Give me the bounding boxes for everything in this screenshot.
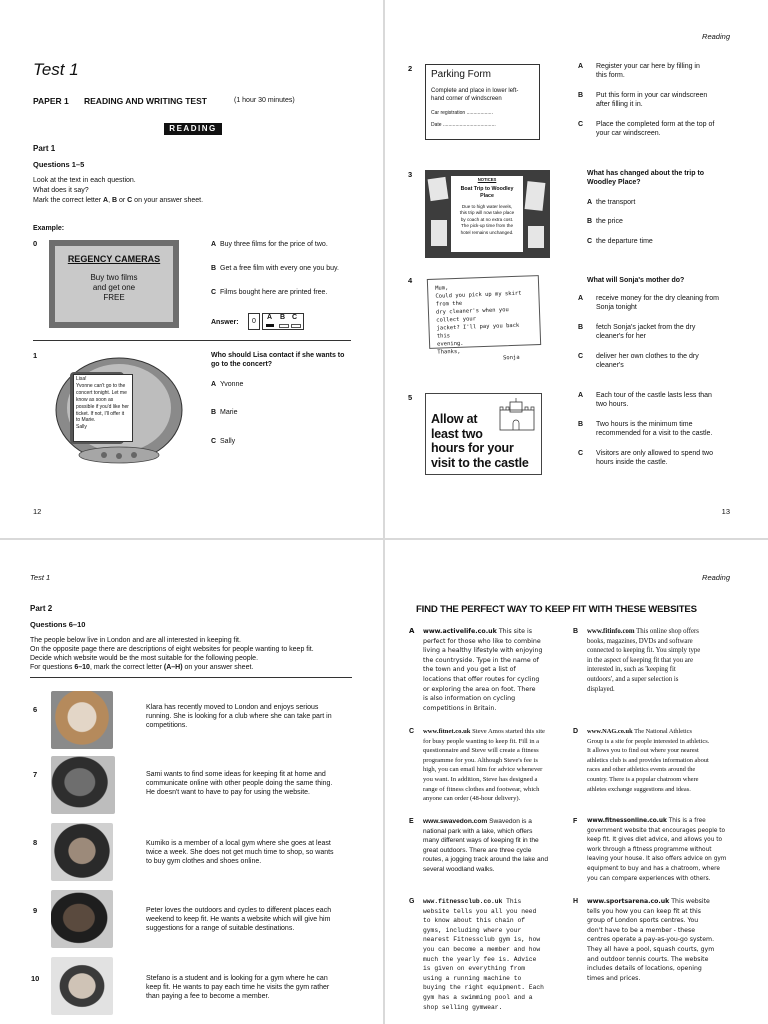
option-a: A Each tour of the castle lasts less than two hours. [578, 392, 712, 408]
part-heading: Part 1 [33, 144, 56, 153]
option-a: A Register your car here by filling in this form. [578, 63, 700, 79]
form-title: Parking Form [431, 69, 492, 80]
instruction-2: What does it say? [33, 187, 89, 194]
note-signature: Sonja [502, 354, 520, 362]
sign-text: Allow at least two hours for your visit to the castle [431, 412, 529, 470]
question-number: 3 [408, 170, 413, 179]
trip-notice [451, 176, 523, 252]
message-line: Yvonne can't go to the [76, 382, 126, 389]
option-b: B Marie [211, 409, 238, 416]
website-d: D www.NAG.co.uk The National Athletics Group is a site for people interested in athletics. It allows you to find out where your nearest athletics club is and provides information about races and other athletics events around the country. There is a popular chatroom where athletes exchange suggestions and ideas. [573, 728, 710, 793]
notice-body: Due to high water levels, this trip will now take place by coach at no extra cost. The pick-up time from the hotel remains unchanged. [459, 203, 515, 235]
page-12 [0, 0, 383, 538]
message-line: Sally [76, 424, 87, 431]
pinned-paper [525, 181, 546, 211]
intro-line: The people below live in London and are all interested in keeping fit. [30, 637, 241, 644]
form-instruction: Complete and place in lower left- hand corner of windscreen [431, 88, 519, 102]
part-heading: Part 2 [30, 604, 53, 613]
question-number: 0 [33, 239, 38, 248]
answer-letter: B [280, 314, 286, 321]
website-a: A www.activelife.co.uk This site is perfect for those who like to combine living a healthy lifestyle with enjoying the countryside. Type in the name of the town and you get a list of locations that offer routes for cycling or exploring the area on foot. There is also information on cycling competitions in Britain. [409, 627, 543, 712]
notice-board [425, 170, 550, 258]
message-line: ticket. If not, I'll offer it [76, 410, 125, 417]
question-text: What has changed about the trip to Woodley Place? [587, 170, 705, 186]
section-label: READING [164, 123, 222, 135]
person-number: 7 [33, 770, 38, 779]
mobile-phone [54, 352, 184, 467]
answer-number: 0 [248, 313, 260, 330]
photo-klara [51, 691, 113, 749]
message-line: know as soon as [76, 396, 114, 403]
person-description: Sami wants to find some ideas for keeping fit at home and communicate online with other people doing the same thing. He doesn't want to have to pay for using the website. [146, 771, 333, 796]
option-b: B Get a free film with every one you buy. [211, 265, 339, 272]
person-number: 9 [33, 906, 38, 915]
option-c: C the departure time [587, 238, 653, 245]
handwritten-note: Mum, Could you pick up my skirt from the dry cleaner's when you collect your jacket? I'll pay you back this evening. Thanks, Sonja [427, 275, 541, 349]
parking-form [425, 64, 540, 140]
website-f: F www.fitnessonline.co.uk This is a free government website that encourages people to keep fit. It gives diet advice, and allows you to work through a fitness programme without leaving your house. It also offers advice on gym equipment to buy and has a chatroom, where you can compare experiences with others. [573, 818, 727, 882]
answer-mark-empty [279, 324, 289, 328]
option-c: C Sally [211, 438, 236, 445]
option-a: A Buy three films for the price of two. [211, 241, 328, 248]
answer-letter: C [292, 314, 298, 321]
website-e: E www.swavedon.com Swavedon is a national park with a lake, which offers many different ways of keeping fit in the great outdoors. There are three cycle routes, a jogging track around the lake and several woodland walks. [409, 818, 548, 873]
form-field: Date ...................................... [431, 122, 496, 128]
paper-label: PAPER 1 [33, 96, 69, 106]
answer-mark-filled [266, 324, 274, 327]
pinned-paper [428, 177, 449, 201]
intro-line: On the opposite page there are descriptions of eight websites for people wanting to keep fit. [30, 646, 314, 653]
divider [33, 340, 351, 341]
page-14 [0, 540, 383, 1024]
page-number: 13 [721, 507, 730, 516]
photo-peter [51, 890, 113, 948]
person-number: 6 [33, 705, 38, 714]
person-description: Klara has recently moved to London and enjoys serious running. She is looking for a club where she can take part in competitions. [146, 704, 332, 729]
question-number: 4 [408, 276, 413, 285]
instruction-1: Look at the text in each question. [33, 177, 136, 184]
website-b: B www.fitinfo.com This online shop offers books, magazines, DVDs and software connected to keeping fit. You simply type in the aspect of keeping fit that you are interested in, such as 'keeping fit outdoors', and a super selection is displayed. [573, 628, 701, 693]
person-number: 10 [31, 974, 40, 983]
answer-label: Answer: [211, 319, 239, 326]
option-c: C Place the completed form at the top of your car windscreen. [578, 121, 715, 137]
person-description: Stefano is a student and is looking for a gym where he can keep fit. He wants to pay each time he visits the gym rather than paying a fee to become a member. [146, 975, 330, 1000]
question-text: What will Sonja's mother do? [587, 277, 685, 284]
option-c: C deliver her own clothes to the dry cleaner's [578, 353, 699, 369]
answer-grid [262, 313, 304, 330]
intro-line: Decide which website would be the most suitable for the following people. [30, 655, 259, 662]
option-a: A the transport [587, 199, 636, 206]
answer-mark-empty [291, 324, 301, 328]
website-c: C www.fitnet.co.uk Steve Amos started this site for busy people wanting to keep fit. Fill in a questionnaire and Steve will create a fitness programme for you. Although Steve's fee is high, you can email him for advice whenever you want. In addition, Steve has designed a range of fitness clothes and footwear, which anyone can order (48-hour delivery). [409, 728, 545, 803]
castle-sign [425, 393, 542, 475]
running-head: Reading [702, 32, 730, 41]
question-number: 5 [408, 393, 413, 402]
instruction-3: Mark the correct letter A, B or C on your answer sheet. [33, 197, 204, 204]
option-b: B the price [587, 218, 623, 225]
option-c: C Films bought here are printed free. [211, 289, 328, 296]
questions-heading: Questions 6–10 [30, 620, 86, 629]
page-number: 12 [33, 507, 42, 516]
notices-label: NOTICES [477, 177, 497, 182]
message-line: concert tonight. Let me [76, 389, 127, 396]
form-field: Car registration ................... [431, 110, 493, 116]
regency-cameras-sign [49, 240, 179, 328]
option-b: B Put this form in your car windscreen after filling it in. [578, 92, 708, 108]
page-15 [385, 540, 768, 1024]
divider [30, 677, 352, 678]
sign-title: REGENCY CAMERAS [67, 254, 161, 264]
duration: (1 hour 30 minutes) [234, 97, 295, 104]
answer-letter: A [267, 314, 273, 321]
question-number: 2 [408, 64, 413, 73]
pinned-paper [528, 226, 544, 248]
notice-title: Boat Trip to Woodley Place [460, 185, 514, 199]
option-b: B fetch Sonja's jacket from the dry cleaner's for her [578, 324, 696, 340]
sign-line: FREE [103, 293, 125, 302]
message-line: possible if you'd like her [76, 403, 129, 410]
paper-title: READING AND WRITING TEST [84, 96, 207, 106]
person-number: 8 [33, 838, 38, 847]
option-a: A receive money for the dry cleaning from Sonja tonight [578, 295, 719, 311]
intro-line: For questions 6–10, mark the correct letter (A–H) on your answer sheet. [30, 664, 254, 671]
sign-line: Buy two films [90, 273, 138, 282]
person-description: Kumiko is a member of a local gym where she goes at least twice a week. She does not get much time to shop, so wants to buy gym clothes and shoes online. [146, 840, 334, 865]
running-head: Test 1 [30, 573, 51, 582]
website-g: G www.fitnessclub.co.uk This website tells you all you need to know about this chain of gyms, including where your nearest Fitnessclub gym is, how you can become a member and how much the yearly fee is. Advice is given on everything from using a running machine to buying the right equipment. Each gym has a swimming pool and a shop selling gymwear. [409, 898, 544, 1011]
page-13 [385, 0, 768, 538]
message-line: Lisa! [76, 376, 87, 382]
person-description: Peter loves the outdoors and cycles to different places each weekend to keep fit. He wants a website which will give him suggestions for a range of suitable destinations. [146, 907, 332, 932]
running-head: Reading [702, 573, 730, 582]
option-b: B Two hours is the minimum time recommended for a visit to the castle. [578, 421, 713, 437]
option-a: A Yvonne [211, 381, 244, 388]
photo-kumiko [51, 823, 113, 881]
option-c: C Visitors are only allowed to spend two hours inside the castle. [578, 450, 713, 466]
test-title: Test 1 [33, 60, 79, 79]
message-line: to Marie. [76, 417, 96, 424]
phone-screen [73, 374, 133, 442]
question-number: 1 [33, 351, 38, 360]
pinned-paper [431, 220, 447, 246]
headline: FIND THE PERFECT WAY TO KEEP FIT WITH THESE WEBSITES [416, 604, 697, 615]
example-label: Example: [33, 225, 65, 232]
question-text: Who should Lisa contact if she wants to go to the concert? [211, 352, 345, 368]
photo-stefano [51, 957, 113, 1015]
questions-heading: Questions 1–5 [33, 160, 85, 169]
sign-line: and get one [92, 283, 136, 292]
photo-sami [51, 756, 115, 814]
website-h: H www.sportsarena.co.uk This website tells you how you can keep fit at this group of London sports centres. You don't have to be a member - these centres operate a pay-as-you-go system. They all have a pool, squash courts, gym and outdoor tennis courts. The website includes details of locations, opening times and prices. [573, 898, 715, 982]
